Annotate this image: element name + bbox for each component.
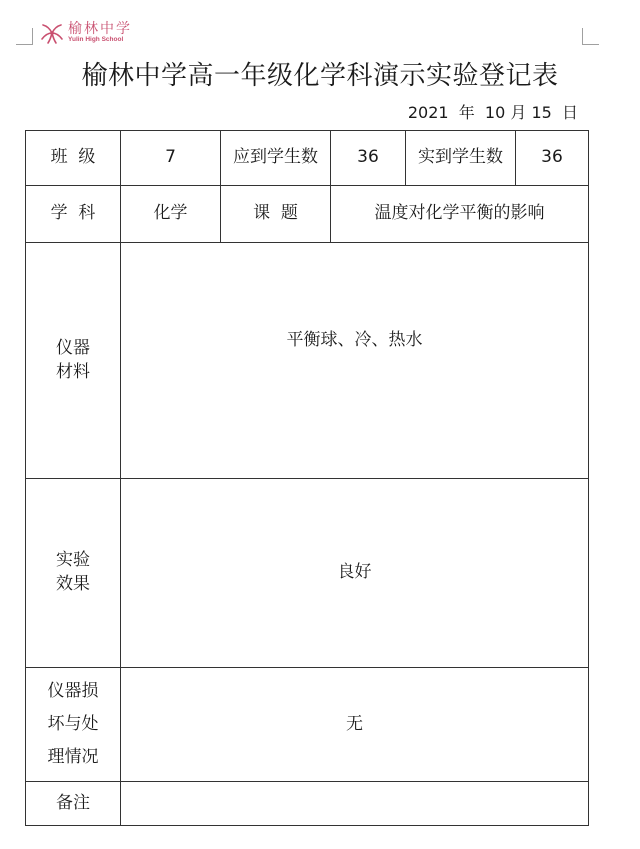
materials-label: 仪器 材料 [26,243,121,479]
subject-value: 化学 [121,186,221,243]
damage-label: 仪器损 坏与处 理情况 [26,668,121,782]
topic-label: 课 题 [221,186,331,243]
table-row-effect [26,479,589,668]
expected-students-value: 36 [331,131,406,186]
actual-students-value: 36 [516,131,589,186]
class-label: 班 级 [26,131,121,186]
table-row-damage [26,668,589,782]
school-logo [40,21,132,45]
page-title: 榆林中学高一年级化学科演示实验登记表 [81,61,559,91]
registration-date: 2021 年 10 月 15 日 [407,103,578,122]
class-value: 7 [121,131,221,186]
logo-english-name: Yulin High School [68,36,124,44]
table-row-materials [26,243,589,479]
effect-value: 良好 [121,479,589,668]
crop-mark-top-right [582,28,599,45]
expected-students-label: 应到学生数 [221,131,331,186]
school-emblem-icon [40,21,64,45]
actual-students-label: 实到学生数 [406,131,516,186]
experiment-register-table [25,130,589,826]
remarks-label: 备注 [26,782,121,826]
table-row-class [26,131,589,186]
subject-label: 学 科 [26,186,121,243]
effect-label: 实验 效果 [26,479,121,668]
logo-chinese-name: 榆林中学 [68,21,132,38]
materials-value: 平衡球、冷、热水 [121,243,589,479]
table-row-remarks [26,782,589,826]
crop-mark-top-left [16,28,33,45]
table-row-subject [26,186,589,243]
damage-value: 无 [121,668,589,782]
topic-value: 温度对化学平衡的影响 [331,186,589,243]
remarks-value[interactable] [121,782,589,826]
